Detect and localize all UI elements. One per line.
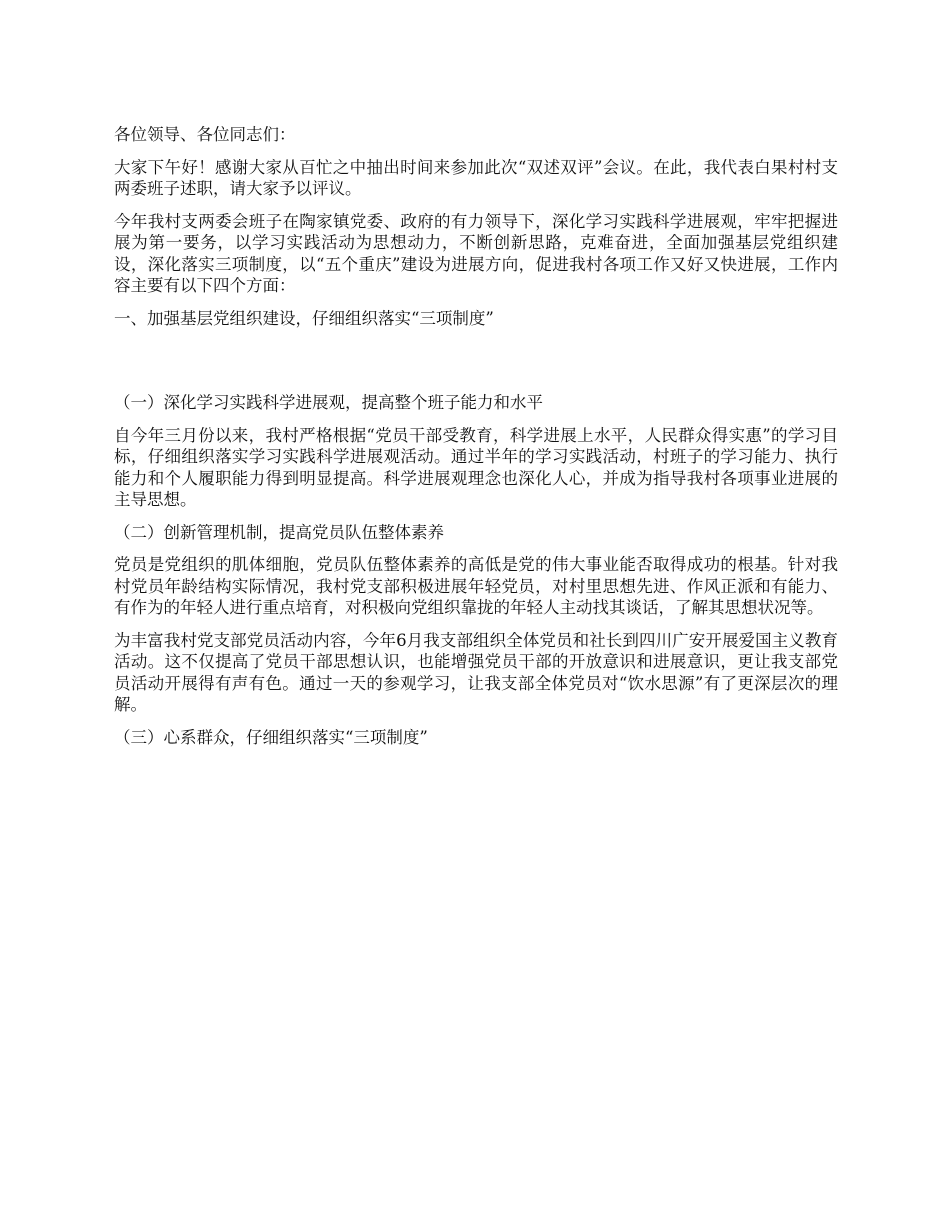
- subsection-heading-1: （一）深化学习实践科学进展观，提高整个班子能力和水平: [114, 393, 543, 412]
- opening-paragraph: 大家下午好！感谢大家从百忙之中抽出时间来参加此次“双述双评”会议。在此，我代表白果村村支两委班子述职，请大家予以评议。: [114, 157, 838, 198]
- subsection-heading-3: （三）心系群众，仔细组织落实“三项制度”: [114, 727, 428, 747]
- subsection-2-paragraph-1: 党员是党组织的肌体细胞，党员队伍整体素养的高低是党的伟大事业能否取得成功的根基。针对我村党员年龄结构实际情况，我村党支部积极进展年轻党员，对村里思想先进、作风正派和有能力、有作为的年轻人进行重点培育，对积极向党组织靠拢的年轻人主动找其谈话，了解其思想状况等。: [114, 555, 838, 617]
- subsection-2-paragraph-2: 为丰富我村党支部党员活动内容，今年6月我支部组织全体党员和社长到四川广安开展爱国主义教育活动。这不仅提高了党员干部思想认识，也能增强党员干部的开放意识和进展意识，更让我支部党员活动开展得有声有色。通过一天的参观学习，让我支部全体党员对“饮水思源”有了更深层次的理解。: [114, 630, 838, 714]
- subsection-heading-2: （二）创新管理机制，提高党员队伍整体素养: [114, 522, 444, 542]
- document-body: [114, 124, 838, 759]
- greeting-line: 各位领导、各位同志们：: [114, 125, 296, 144]
- section-heading-1: 一、加强基层党组织建设，仔细组织落实“三项制度”: [114, 308, 494, 328]
- overview-paragraph: 今年我村支两委会班子在陶家镇党委、政府的有力领导下，深化学习实践科学进展观，牢牢把握进展为第一要务，以学习实践活动为思想动力，不断创新思路，克难奋进，全面加强基层党组织建设，深化落实三项制度，以“五个重庆”建设为进展方向，促进我村各项工作又好又快进展，工作内容主要有以下四个方面：: [114, 211, 838, 295]
- subsection-1-paragraph: 自今年三月份以来，我村严格根据“党员干部受教育，科学进展上水平，人民群众得实惠”的学习目标，仔细组织落实学习实践科学进展观活动。通过半年的学习实践活动，村班子的学习能力、执行能力和个人履职能力得到明显提高。科学进展观理念也深化人心，并成为指导我村各项事业进展的主导思想。: [114, 425, 838, 509]
- blank-space: [114, 340, 838, 392]
